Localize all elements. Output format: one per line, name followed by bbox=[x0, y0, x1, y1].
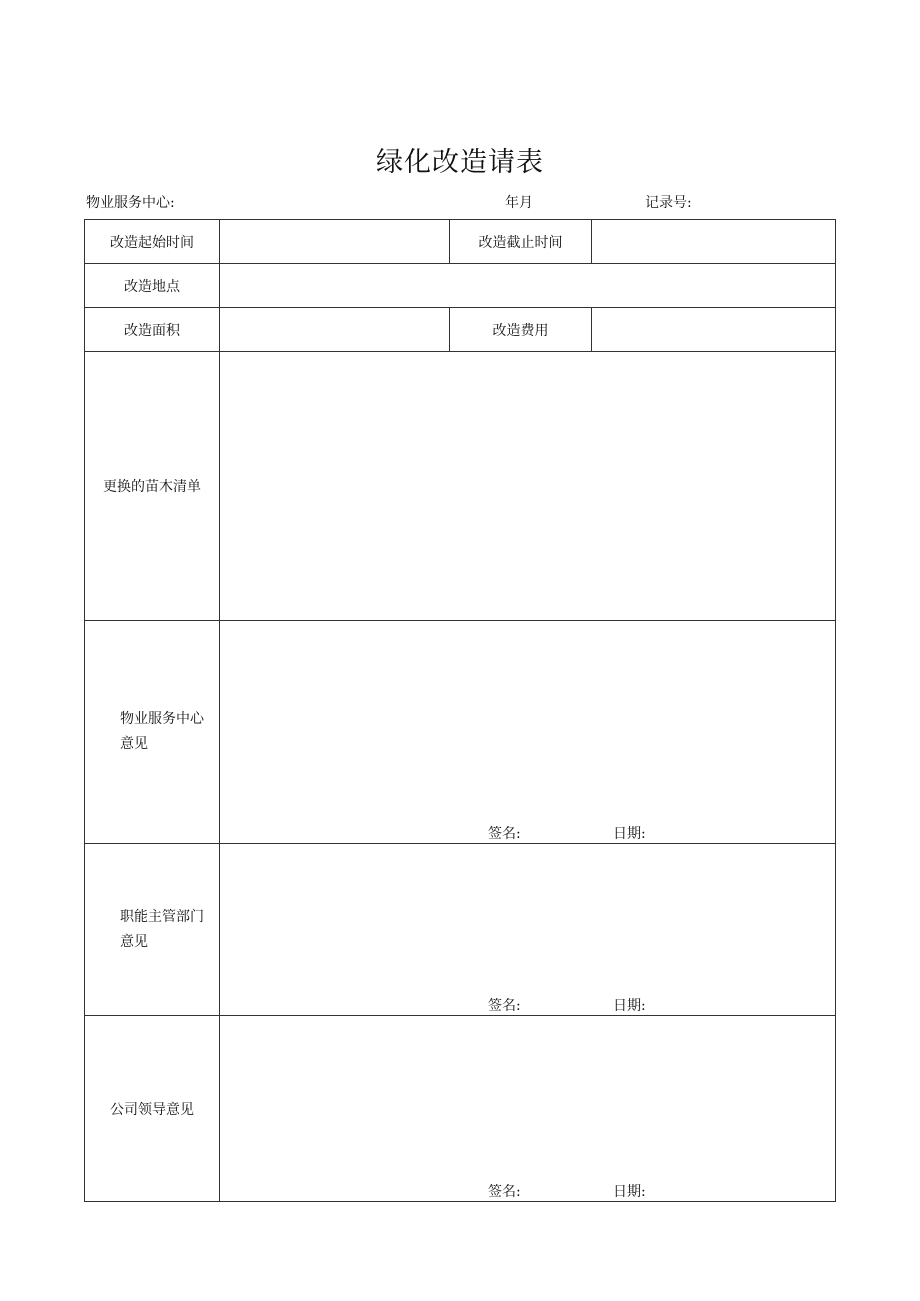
service-center-opinion-row bbox=[85, 621, 836, 844]
year-month-label: 年月 bbox=[505, 195, 533, 211]
cost-field[interactable] bbox=[592, 308, 836, 352]
area-label: 改造面积 bbox=[85, 308, 220, 352]
start-time-label: 改造起始时间 bbox=[85, 220, 220, 264]
department-opinion-row bbox=[85, 844, 836, 1016]
service-center-header-label: 物业服务中心: bbox=[86, 195, 175, 211]
form-title: 绿化改造请表 bbox=[376, 147, 544, 178]
leadership-opinion-label: 公司领导意见 bbox=[85, 1016, 220, 1202]
department-opinion-label bbox=[85, 844, 220, 1016]
department-opinion-label-line2: 意见 bbox=[120, 933, 148, 950]
area-field[interactable] bbox=[220, 308, 450, 352]
department-date-label: 日期: bbox=[613, 998, 646, 1014]
location-field[interactable] bbox=[220, 264, 836, 308]
service-center-sign-label: 签名: bbox=[488, 826, 521, 842]
service-center-opinion-label-line2: 意见 bbox=[120, 736, 148, 752]
seedling-list-label: 更换的苗木清单 bbox=[85, 352, 220, 621]
time-row bbox=[85, 220, 836, 264]
leadership-opinion-row bbox=[85, 1016, 836, 1202]
service-center-opinion-label-line1: 物业服务中心 bbox=[120, 711, 204, 727]
service-center-opinion-field[interactable] bbox=[220, 621, 836, 844]
cost-label: 改造费用 bbox=[450, 308, 592, 352]
department-sign-label: 签名: bbox=[488, 998, 521, 1014]
location-label: 改造地点 bbox=[85, 264, 220, 308]
start-time-field[interactable] bbox=[220, 220, 450, 264]
seedling-list-field[interactable] bbox=[220, 352, 836, 621]
department-opinion-field[interactable] bbox=[220, 844, 836, 1016]
service-center-date-label: 日期: bbox=[613, 826, 646, 842]
location-row bbox=[85, 264, 836, 308]
department-opinion-label-line1: 职能主管部门 bbox=[120, 908, 204, 925]
end-time-label: 改造截止时间 bbox=[450, 220, 592, 264]
area-cost-row bbox=[85, 308, 836, 352]
seedling-list-row bbox=[85, 352, 836, 621]
renovation-request-form-table bbox=[84, 219, 836, 1202]
end-time-field[interactable] bbox=[592, 220, 836, 264]
leadership-date-label: 日期: bbox=[613, 1184, 646, 1200]
leadership-opinion-field[interactable] bbox=[220, 1016, 836, 1202]
leadership-sign-label: 签名: bbox=[488, 1184, 521, 1200]
record-number-label: 记录号: bbox=[645, 195, 692, 211]
service-center-opinion-label bbox=[85, 621, 220, 844]
